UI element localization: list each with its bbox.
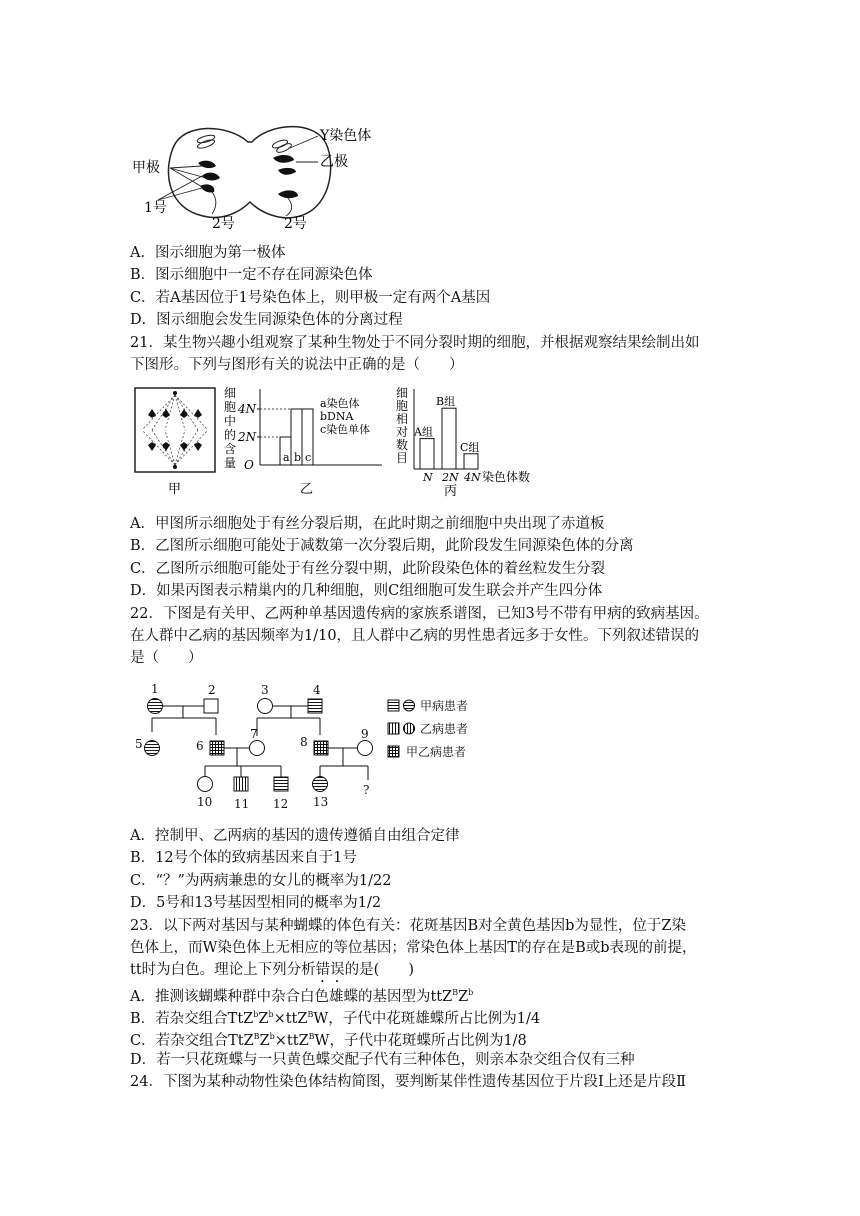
q23-stem-line2: 色体上，而W染色体上无相应的等位基因；常染色体上基因T的存在是B或b表现的前提，: [130, 940, 697, 956]
q21-stem-line1: 21．某生物兴趣小组观察了某种生物处于不同分裂时期的细胞，并根据观察结果绘制出如: [130, 335, 700, 351]
yi-origin: O: [244, 458, 254, 472]
q24-stem-line1: 24．下图为某种动物性染色体结构简图，要判断某伴性遗传基因位于片段Ⅰ上还是片段Ⅱ: [130, 1074, 687, 1090]
q21-option-d: D．如果丙图表示精巢内的几种细胞，则C组细胞可发生联会并产生四分体: [130, 583, 603, 599]
ped-num-unknown: ?: [363, 783, 370, 797]
yi-bar-label: a: [283, 451, 290, 464]
ped-num-6: 6: [196, 739, 204, 753]
bing-bar-2: [464, 454, 478, 469]
yi-ylabel-char: 胞: [224, 400, 237, 414]
ped-num-12: 12: [273, 797, 289, 811]
ped-num-7: 7: [250, 727, 258, 741]
q22-option-a: A．控制甲、乙两病的基因的遗传遵循自由组合定律: [130, 828, 460, 844]
q23-option-a: A．推测该蝴蝶种群中杂合白色雄蝶的基因型为$ttZ^BZ^b$: [130, 988, 474, 1005]
q21-option-a: A．甲图所示细胞处于有丝分裂后期，在此时期之前细胞中央出现了赤道板: [130, 516, 605, 532]
q23-option-b: B．若杂交组合$TtZ^bZ^b\times ttZ^BW$，子代中花斑雄蝶所占比例为1/4: [130, 1010, 541, 1027]
legend-jia-yi: 甲乙病患者: [406, 745, 467, 759]
bing-ylabel-char: 目: [396, 451, 409, 465]
q23-stem-line3-emphasis: 错误: [315, 962, 345, 978]
bing-x-tick: N: [423, 471, 433, 484]
q22-option-b: B．12号个体的致病基因来自于1号: [130, 850, 357, 866]
ped-num-3: 3: [261, 683, 269, 697]
fig21-jia-label: 甲: [168, 482, 182, 497]
label-jia-pole: 甲极: [132, 160, 160, 176]
yi-ylabel-char: 中: [224, 414, 237, 428]
bing-ylabel-char: 对: [396, 425, 409, 439]
q20-option-a: A．图示细胞为第一极体: [130, 245, 286, 261]
q22-stem-line3: 是（ ）: [130, 650, 203, 666]
fig21-yi-label: 乙: [300, 482, 314, 497]
ped-num-2: 2: [208, 683, 216, 697]
bing-x-tick: 2N: [442, 471, 459, 484]
bing-bar-label: A组: [414, 425, 433, 439]
bing-x-tick: 4N: [464, 471, 481, 484]
bing-ylabel-char: 细: [396, 386, 409, 400]
ped-num-4: 4: [313, 683, 321, 697]
ped-num-8: 8: [300, 735, 308, 749]
label-no2-left: 2号: [212, 216, 235, 230]
yi-legend-item: c染色单体: [320, 423, 371, 436]
yi-bar-label: b: [294, 451, 302, 464]
yi-ylabel-char: 含: [224, 442, 237, 456]
label-yi-pole: 乙极: [320, 154, 348, 170]
yi-ylabel-char: 的: [224, 428, 237, 442]
bing-ylabel-char: 胞: [396, 399, 409, 413]
q22-option-d: D．5号和13号基因型相同的概率为1/2: [130, 895, 382, 911]
yi-tick-label: 2N: [238, 430, 257, 444]
fig21-jia: [132, 385, 222, 500]
q21-option-c: C．乙图所示细胞可能处于有丝分裂中期，此阶段染色体的着丝粒发生分裂: [130, 561, 606, 577]
label-no2-right: 2号: [284, 216, 307, 230]
q23-option-d: D．若一只花斑蝶与一只黄色蝶交配子代有三种体色，则亲本杂交组合仅有三种: [130, 1052, 635, 1068]
bing-bar-label: C组: [460, 440, 480, 454]
yi-legend-item: a染色体: [320, 397, 360, 410]
bing-bar-0: [420, 439, 434, 469]
legend-yi: 乙病患者: [420, 722, 469, 736]
q23-stem-line1: 23．以下两对基因与某种蝴蝶的体色有关：花斑基因B对全黄色基因b为显性，位于Z染: [130, 918, 686, 934]
q20-option-d: D．图示细胞会发生同源染色体的分离过程: [130, 312, 403, 328]
fig21-yi-chart: [222, 383, 392, 500]
q20-option-c: C．若A基因位于1号染色体上，则甲极一定有两个A基因: [130, 290, 491, 306]
bing-bar-label: B组: [436, 395, 456, 409]
yi-ylabel-char: 量: [224, 456, 237, 470]
fig21-bing-chart: [392, 383, 552, 500]
cell-division-figure: [128, 118, 398, 230]
q22-stem-line1: 22．下图是有关甲、乙两种单基因遗传病的家族系谱图，已知3号不带有甲病的致病基因。: [130, 606, 709, 622]
bing-bar-1: [442, 408, 456, 469]
ped-num-11: 11: [234, 797, 250, 811]
ped-num-10: 10: [197, 795, 213, 809]
label-no1: 1号: [144, 200, 167, 216]
bing-ylabel-char: 相: [396, 412, 409, 426]
fig21-bing-label: 丙: [444, 484, 458, 499]
q20-option-b: B．图示细胞中一定不存在同源染色体: [130, 267, 373, 283]
ped-num-13: 13: [313, 795, 329, 809]
legend-jia: 甲病患者: [420, 699, 469, 713]
q22-stem-line2: 在人群中乙病的基因频率为1/10，且人群中乙病的男性患者远多于女性。下列叙述错误的: [130, 628, 700, 644]
q21-option-b: B．乙图所示细胞可能处于减数第一次分裂后期，此阶段发生同源染色体的分离: [130, 538, 634, 554]
bing-ylabel-char: 数: [396, 438, 409, 452]
q21-stem-line2: 下图形。下列与图形有关的说法中正确的是（ ）: [130, 357, 464, 373]
ped-num-5: 5: [135, 737, 143, 751]
ped-num-9: 9: [361, 727, 369, 741]
bing-xlabel: 染色体数: [482, 470, 531, 484]
q23-option-c: C．若杂交组合$TtZ^BZ^b\times ttZ^BW$，子代中花斑蝶所占比例为1/8: [130, 1032, 527, 1049]
yi-tick-label: 4N: [238, 402, 257, 416]
pedigree-chart: [130, 680, 500, 815]
yi-ylabel-char: 细: [224, 386, 237, 400]
q22-option-c: C．“？”为两病兼患的女儿的概率为1/22: [130, 873, 392, 889]
label-y-chromosome: Y染色体: [320, 128, 372, 144]
yi-legend-item: bDNA: [320, 410, 354, 423]
yi-bar-label: c: [305, 451, 312, 464]
ped-num-1: 1: [151, 682, 159, 696]
q23-stem-line3-a: tt时为白色。理论上下列分析: [130, 962, 316, 978]
q23-stem-line3-b: 的是( ): [344, 962, 414, 978]
